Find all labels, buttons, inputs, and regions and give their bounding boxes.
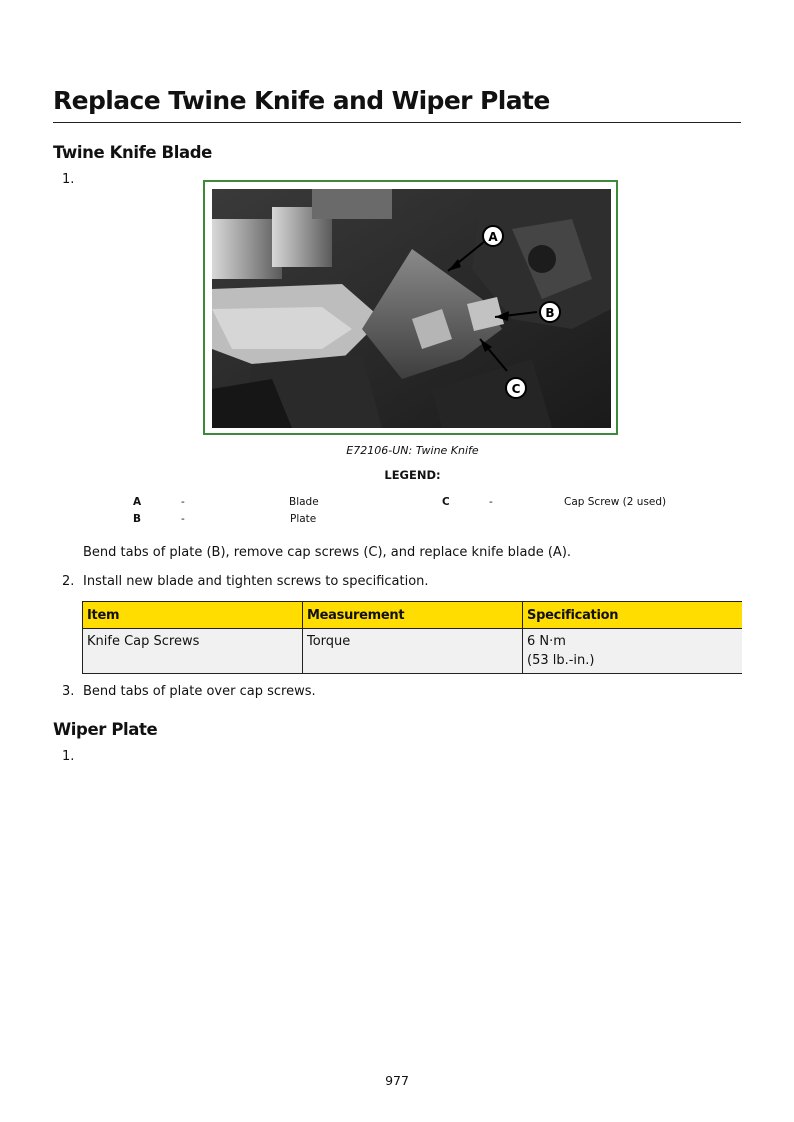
spec-value-metric: 6 N·m xyxy=(527,634,566,649)
page-title: Replace Twine Knife and Wiper Plate xyxy=(53,86,550,115)
title-divider xyxy=(53,122,741,123)
specification-table xyxy=(82,601,742,674)
table-row xyxy=(83,629,743,674)
callout-b-label: B xyxy=(545,306,555,320)
spec-value-imperial: (53 lb.-in.) xyxy=(527,653,595,668)
callout-c-label: C xyxy=(511,382,521,396)
callout-a-label: A xyxy=(488,230,498,244)
step-number: 3. xyxy=(62,684,75,699)
table-header-row xyxy=(83,602,743,629)
figure-caption: E72106-UN: Twine Knife xyxy=(346,444,479,457)
section-heading-wiper-plate: Wiper Plate xyxy=(53,720,158,739)
legend-dash-a: - xyxy=(181,496,185,508)
step-number: 2. xyxy=(62,574,75,589)
page-number: 977 xyxy=(385,1073,409,1088)
legend-title: LEGEND: xyxy=(384,468,441,482)
step-number: 1. xyxy=(62,172,75,187)
cell-item: Knife Cap Screws xyxy=(83,629,303,674)
twine-knife-figure xyxy=(203,180,618,435)
cell-specification xyxy=(523,629,743,674)
legend-dash-b: - xyxy=(181,513,185,525)
step-instruction: Install new blade and tighten screws to specification. xyxy=(83,574,429,589)
legend-letter-a: A xyxy=(133,496,142,508)
step-instruction: Bend tabs of plate over cap screws. xyxy=(83,684,316,699)
step-instruction: Bend tabs of plate (B), remove cap screws (C), and replace knife blade (A). xyxy=(83,545,572,560)
cell-measurement: Torque xyxy=(303,629,523,674)
column-header-specification: Specification xyxy=(523,602,743,629)
column-header-item: Item xyxy=(83,602,303,629)
legend-label-blade: Blade xyxy=(289,496,319,508)
legend-label-cap-screw: Cap Screw (2 used) xyxy=(564,496,667,508)
twine-knife-photo xyxy=(212,189,611,428)
legend-letter-c: C xyxy=(442,496,450,508)
legend-letter-b: B xyxy=(133,513,142,525)
step-number: 1. xyxy=(62,749,75,764)
legend-dash-c: - xyxy=(489,496,493,508)
section-heading-twine-knife-blade: Twine Knife Blade xyxy=(53,143,212,162)
column-header-measurement: Measurement xyxy=(303,602,523,629)
legend-label-plate: Plate xyxy=(290,513,317,525)
